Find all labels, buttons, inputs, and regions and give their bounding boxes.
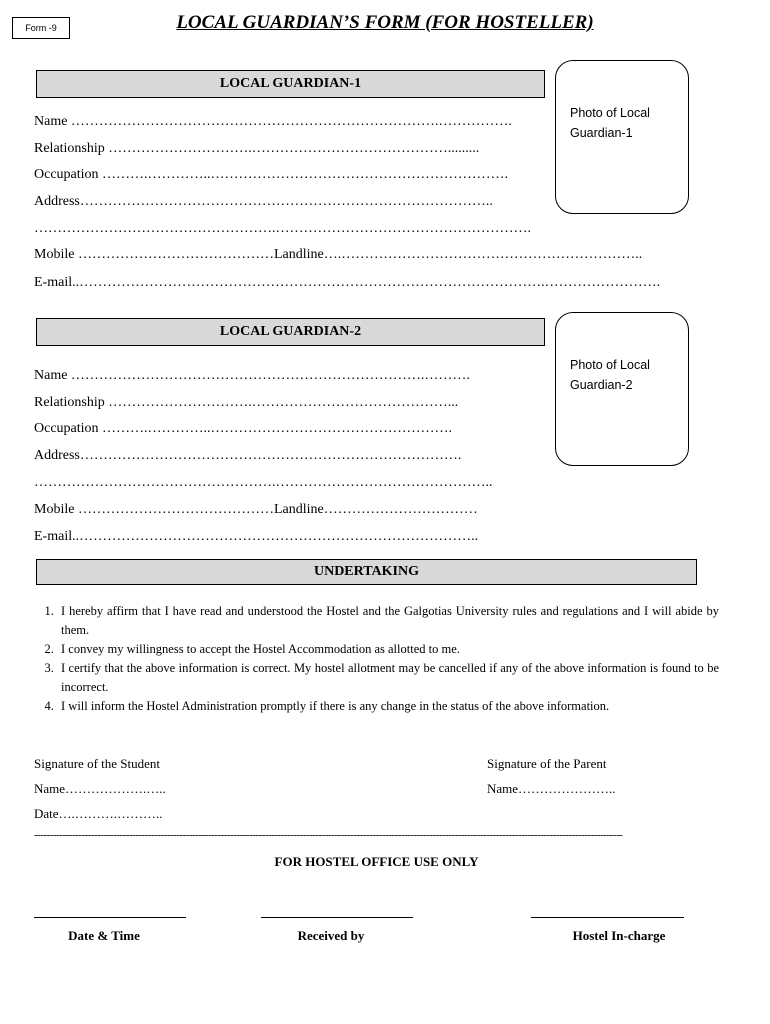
guardian2-mobile-landline-field[interactable]: Mobile ……………………………………Landline…………………………… bbox=[34, 502, 478, 517]
guardian1-mobile-landline-field[interactable]: Mobile ……………………………………Landline….……………………………………………………….. bbox=[34, 247, 643, 262]
guardian2-relationship-field[interactable]: Relationship ………………………….……………………………………... bbox=[34, 395, 459, 410]
received-by-label: Received by bbox=[297, 928, 365, 943]
undertaking-list bbox=[12, 602, 719, 716]
undertaking-item: 3. I certify that the above information is correct. My hostel allotment may be cancelled if any of the above information is found to be incorrect. bbox=[57, 659, 719, 697]
guardian1-address-field[interactable]: Address…………………………………………………………………………….. bbox=[34, 194, 493, 209]
parent-signature-label: Signature of the Parent bbox=[487, 756, 607, 771]
guardian1-email-field[interactable]: E-mail..……………………………………………………………………………………….……………………. bbox=[34, 275, 661, 290]
student-name-field[interactable]: Name……………….….. bbox=[34, 781, 166, 796]
cut-line-divider: ------------------------------------------------------------------------------------------------------------------------------------------------------------------------------------------ bbox=[34, 829, 623, 841]
guardian2-photo-box[interactable] bbox=[555, 312, 689, 466]
undertaking-item: 4. I will inform the Hostel Administration promptly if there is any change in the status of the above information. bbox=[57, 697, 719, 716]
guardian2-address-field[interactable]: Address………………………………………………………………………. bbox=[34, 448, 462, 463]
guardian1-photo-label: Photo of Local Guardian-1 bbox=[570, 106, 650, 140]
guardian2-name-field[interactable]: Name ………………………………………………………………….………. bbox=[34, 368, 470, 383]
guardian1-photo-box[interactable] bbox=[555, 60, 689, 214]
guardian1-relationship-field[interactable]: Relationship ………………………….……………………………………......... bbox=[34, 141, 480, 156]
received-by-signature-line[interactable] bbox=[261, 917, 413, 918]
hostel-incharge-signature-line[interactable] bbox=[531, 917, 684, 918]
office-use-heading: FOR HOSTEL OFFICE USE ONLY bbox=[274, 854, 479, 869]
guardian1-occupation-field[interactable]: Occupation ……….…………..………………………………………………………. bbox=[34, 167, 509, 182]
page-title: LOCAL GUARDIAN’S FORM (FOR HOSTELLER) bbox=[176, 12, 594, 33]
guardian1-heading: LOCAL GUARDIAN-1 bbox=[36, 70, 545, 98]
guardian2-address-line2[interactable]: …………………………………………….……………………………………….. bbox=[34, 475, 493, 490]
form-number-tag: Form -9 bbox=[12, 17, 70, 39]
date-field[interactable]: Date….……….……….. bbox=[34, 806, 163, 821]
undertaking-list-container bbox=[12, 602, 719, 716]
guardian2-email-field[interactable]: E-mail..………………………………………………………………………….. bbox=[34, 529, 479, 544]
hostel-incharge-label: Hostel In-charge bbox=[572, 928, 666, 943]
guardian2-occupation-field[interactable]: Occupation ……….…………..……………………………………………. bbox=[34, 421, 453, 436]
date-time-signature-line[interactable] bbox=[34, 917, 186, 918]
guardian2-photo-label: Photo of Local Guardian-2 bbox=[570, 358, 650, 392]
undertaking-item: 1. I hereby affirm that I have read and understood the Hostel and the Galgotias University rules and regulations and I will abide by them. bbox=[57, 602, 719, 640]
parent-name-field[interactable]: Name………………….. bbox=[487, 781, 616, 796]
date-time-label: Date & Time bbox=[68, 928, 140, 943]
student-signature-label: Signature of the Student bbox=[34, 756, 161, 771]
undertaking-item: 2. I convey my willingness to accept the Hostel Accommodation as allotted to me. bbox=[57, 640, 719, 659]
guardian1-address-line2[interactable]: …………………………………………….………………………………………………. bbox=[34, 221, 531, 236]
guardian1-name-field[interactable]: Name …………………………………………………………………….……………. bbox=[34, 114, 512, 129]
guardian2-heading: LOCAL GUARDIAN-2 bbox=[36, 318, 545, 346]
undertaking-heading: UNDERTAKING bbox=[36, 559, 697, 585]
